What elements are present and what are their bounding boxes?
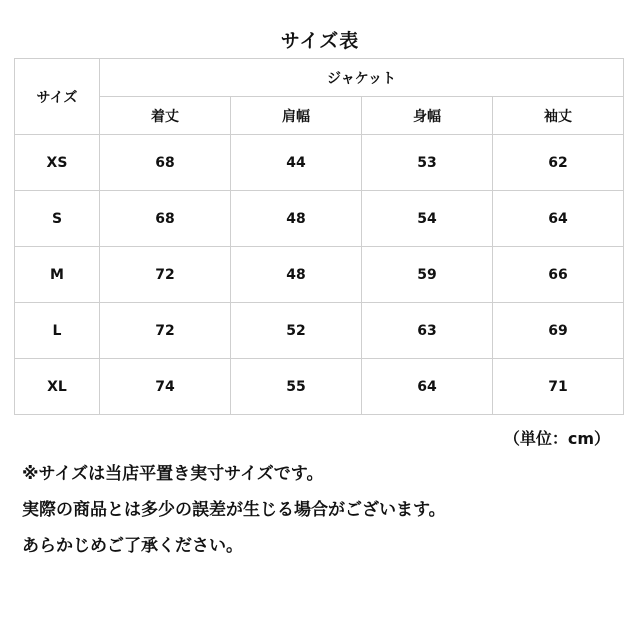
table-cell: 71 [493, 359, 624, 415]
size-label: L [15, 303, 100, 359]
table-row [15, 191, 624, 247]
unit-note: （単位：cm） [503, 429, 610, 448]
table-cell: 53 [362, 135, 493, 191]
table-row [15, 247, 624, 303]
table-cell: 52 [231, 303, 362, 359]
size-label: XS [15, 135, 100, 191]
table-cell: 72 [100, 303, 231, 359]
table-cell: 63 [362, 303, 493, 359]
table-cell: 68 [100, 191, 231, 247]
column-header-sleeve: 袖丈 [493, 97, 624, 135]
table-row [15, 303, 624, 359]
table-cell: 72 [100, 247, 231, 303]
table-cell: 48 [231, 247, 362, 303]
column-header-length: 着丈 [100, 97, 231, 135]
column-header-chest: 身幅 [362, 97, 493, 135]
table-cell: 62 [493, 135, 624, 191]
table-cell: 59 [362, 247, 493, 303]
table-cell: 64 [493, 191, 624, 247]
table-cell: 55 [231, 359, 362, 415]
note-line: あらかじめご了承ください。 [22, 536, 243, 556]
table-header-row [15, 59, 624, 97]
size-table [14, 58, 624, 415]
table-cell: 48 [231, 191, 362, 247]
size-label: S [15, 191, 100, 247]
table-subheader-row [15, 97, 624, 135]
note-line: ※サイズは当店平置き実寸サイズです。 [22, 464, 324, 484]
table-cell: 68 [100, 135, 231, 191]
table-cell: 74 [100, 359, 231, 415]
table-cell: 64 [362, 359, 493, 415]
table-cell: 44 [231, 135, 362, 191]
table-cell: 54 [362, 191, 493, 247]
size-label: XL [15, 359, 100, 415]
table-row [15, 359, 624, 415]
size-label: M [15, 247, 100, 303]
table-cell: 69 [493, 303, 624, 359]
size-column-header: サイズ [15, 59, 100, 135]
note-line: 実際の商品とは多少の誤差が生じる場合がございます。 [22, 500, 446, 520]
column-header-shoulder: 肩幅 [231, 97, 362, 135]
page-title: サイズ表 [280, 30, 360, 52]
notes-block [22, 456, 622, 564]
table-row [15, 135, 624, 191]
table-cell: 66 [493, 247, 624, 303]
jacket-group-header: ジャケット [100, 59, 624, 97]
